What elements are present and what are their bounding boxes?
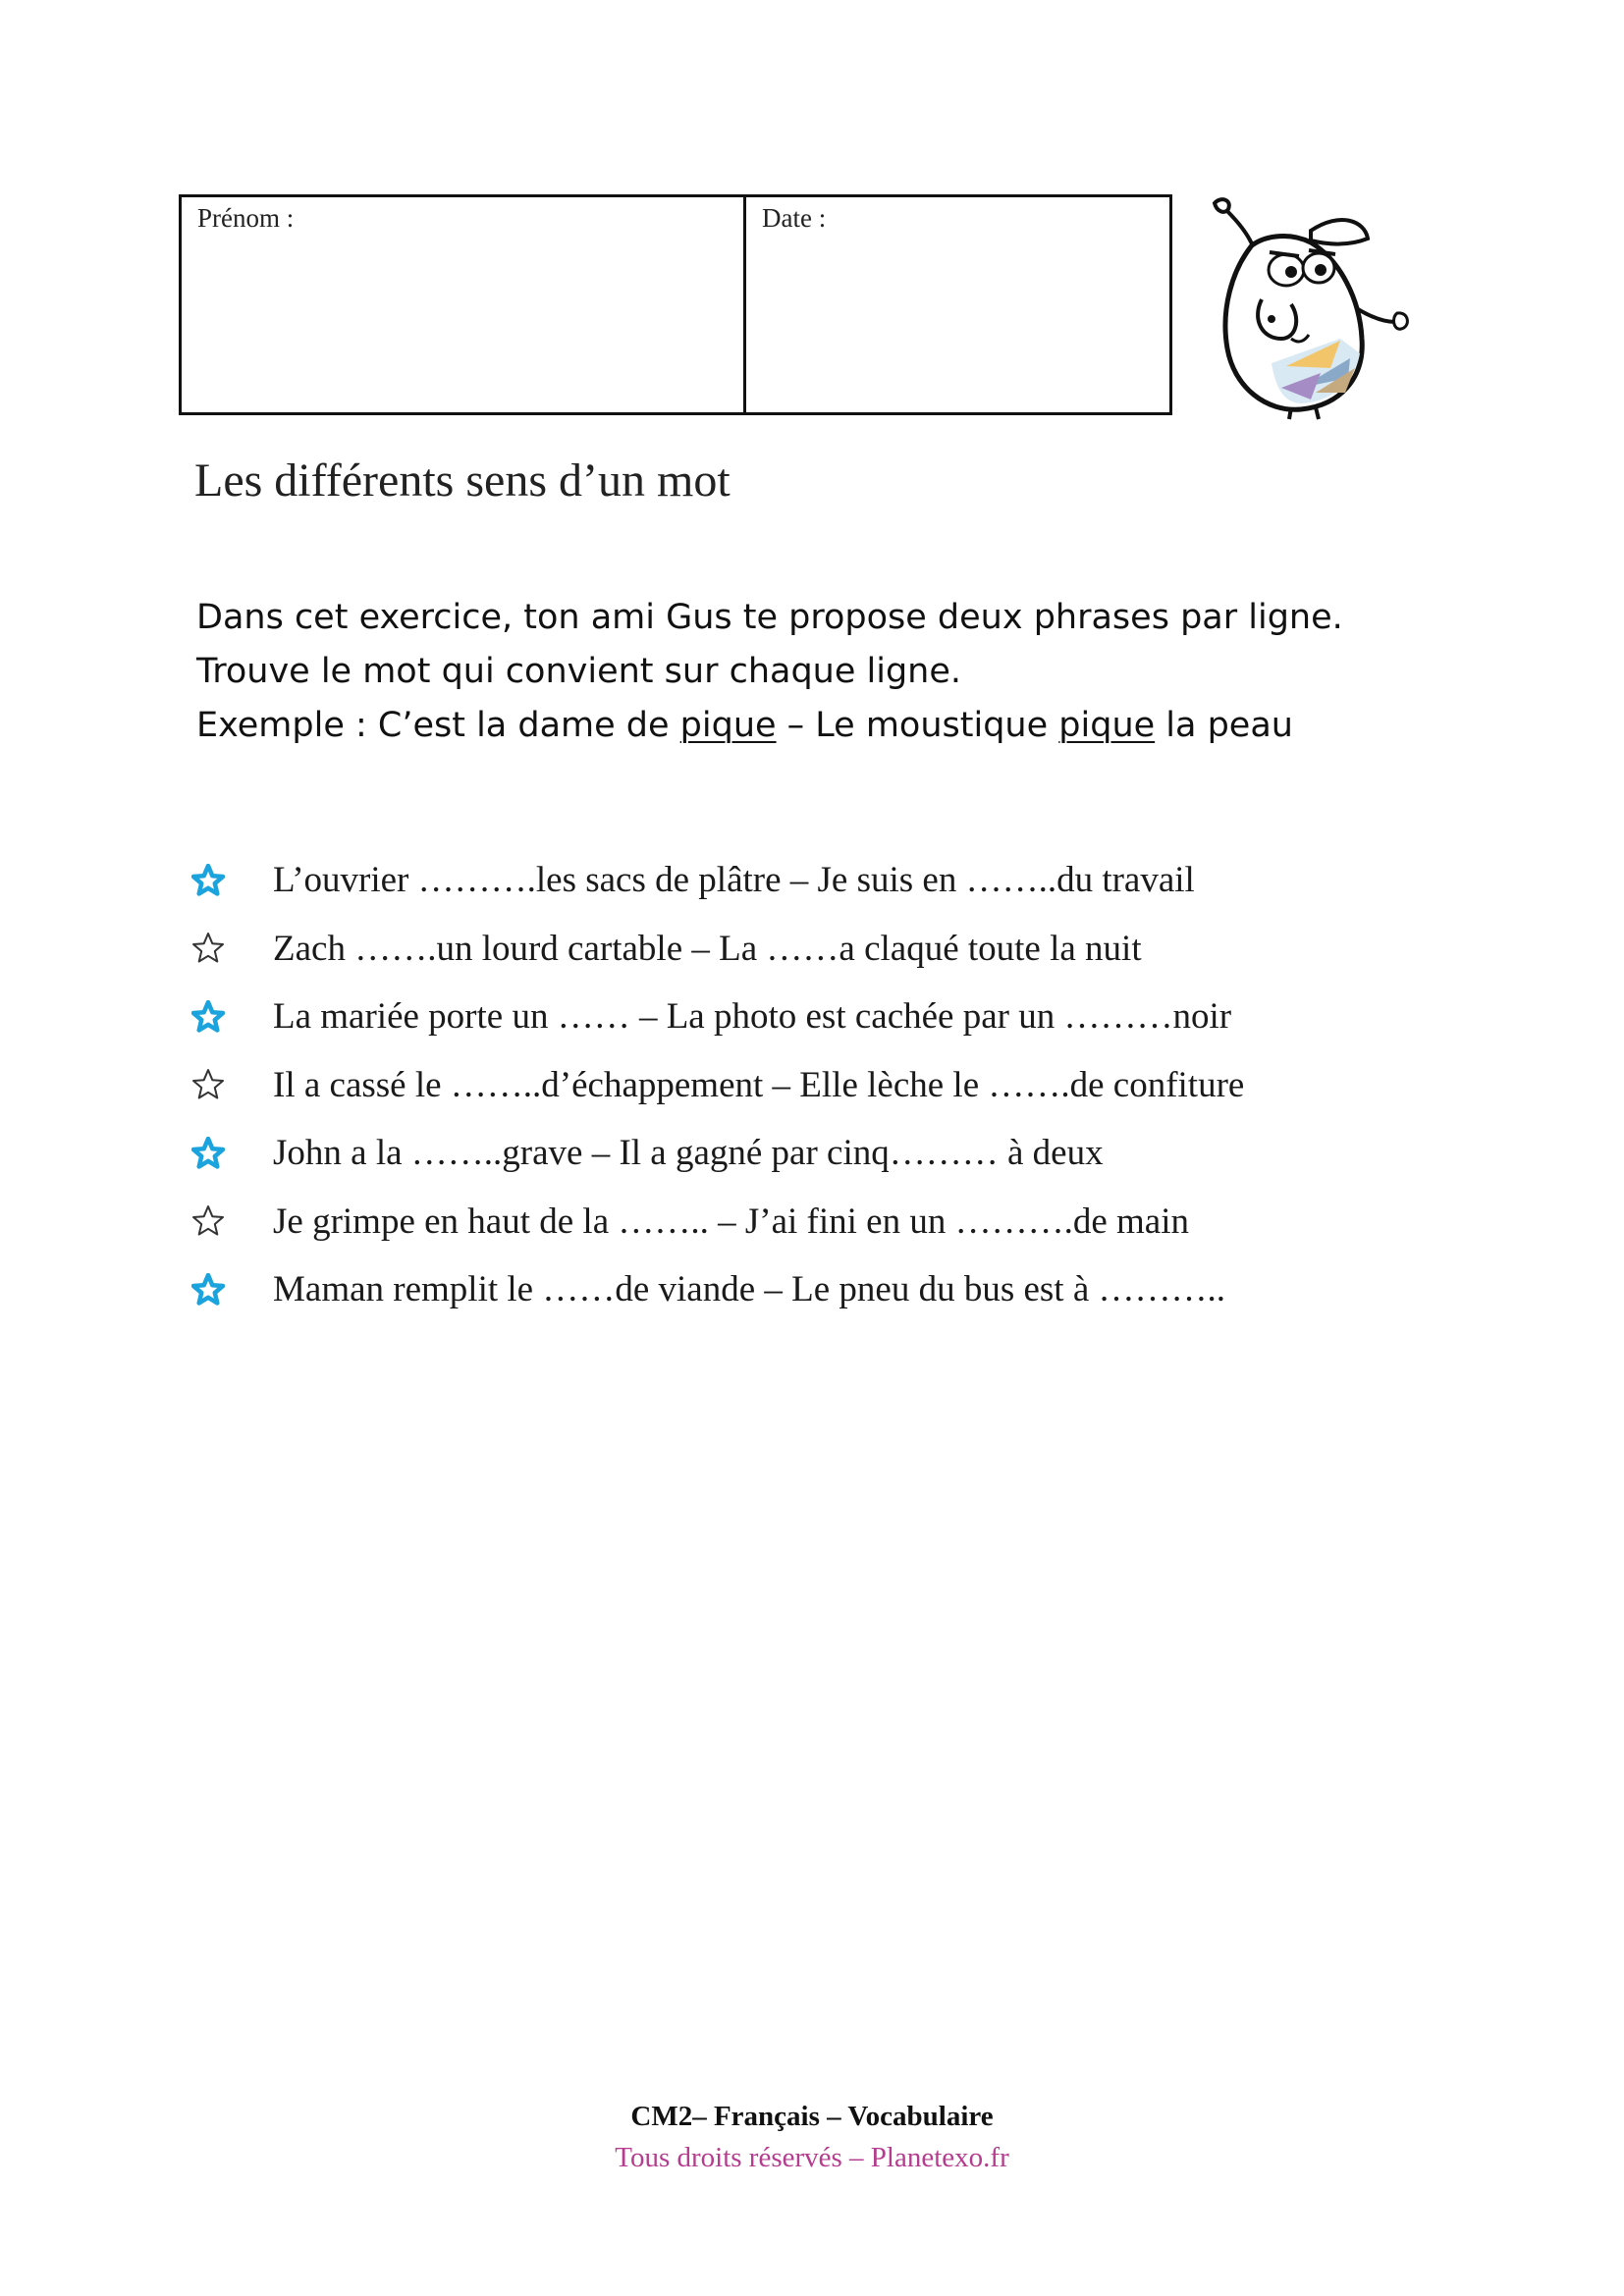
example-answer-word: pique (679, 706, 777, 745)
gus-mascot-illustration (1193, 191, 1414, 422)
exercise-sentence: L’ouvrier ……….les sacs de plâtre – Je suis en ……..du travail (273, 860, 1195, 901)
exercise-item (191, 846, 1244, 915)
star-blue-icon (191, 1137, 225, 1170)
star-blue-icon (191, 1000, 225, 1034)
exercise-sentence: John a la ……..grave – Il a gagné par cinq……… à deux (273, 1133, 1104, 1174)
name-label: Prénom : (197, 203, 295, 233)
star-outline-icon (191, 1068, 225, 1101)
exercise-sentence: La mariée porte un …… – La photo est cachée par un ………noir (273, 996, 1232, 1038)
example-answer-word: pique (1058, 706, 1156, 745)
instruction-line: Trouve le mot qui convient sur chaque ligne. (196, 652, 962, 691)
star-outline-icon (191, 932, 225, 965)
star-blue-icon (191, 1273, 225, 1307)
exercise-item (191, 1255, 1244, 1324)
name-field[interactable] (182, 197, 746, 412)
date-label: Date : (762, 203, 827, 233)
exercise-sentence: Maman remplit le ……de viande – Le pneu du bus est à ……….. (273, 1269, 1226, 1310)
footer-rights: Tous droits réservés – Planetexo.fr (615, 2142, 1009, 2173)
date-field[interactable] (746, 197, 1169, 412)
exercise-sentence: Zach …….un lourd cartable – La ……a claqué toute la nuit (273, 928, 1142, 969)
instruction-line: Dans cet exercice, ton ami Gus te propose deux phrases par ligne. (196, 598, 1343, 637)
exercise-sentence: Je grimpe en haut de la …….. – J’ai fini en un ……….de main (273, 1201, 1190, 1242)
star-blue-icon (191, 864, 225, 897)
example-prefix: Exemple : C’est la dame de (196, 706, 680, 745)
exercise-list (191, 846, 1244, 1324)
exercise-item (191, 1188, 1244, 1256)
footer-course: CM2– Français – Vocabulaire (630, 2101, 994, 2132)
exercise-sentence: Il a cassé le ……..d’échappement – Elle lèche le …….de confiture (273, 1064, 1245, 1105)
worksheet-title: Les différents sens d’un mot (194, 454, 731, 507)
example-middle: – Le moustique (776, 706, 1059, 745)
exercise-item (191, 983, 1244, 1051)
exercise-item (191, 1119, 1244, 1188)
student-info-table (179, 194, 1172, 415)
instructions-block (196, 591, 1343, 753)
example-suffix: la peau (1155, 706, 1293, 745)
example-line (196, 699, 1343, 753)
star-outline-icon (191, 1204, 225, 1238)
exercise-item (191, 1051, 1244, 1120)
exercise-item (191, 915, 1244, 984)
